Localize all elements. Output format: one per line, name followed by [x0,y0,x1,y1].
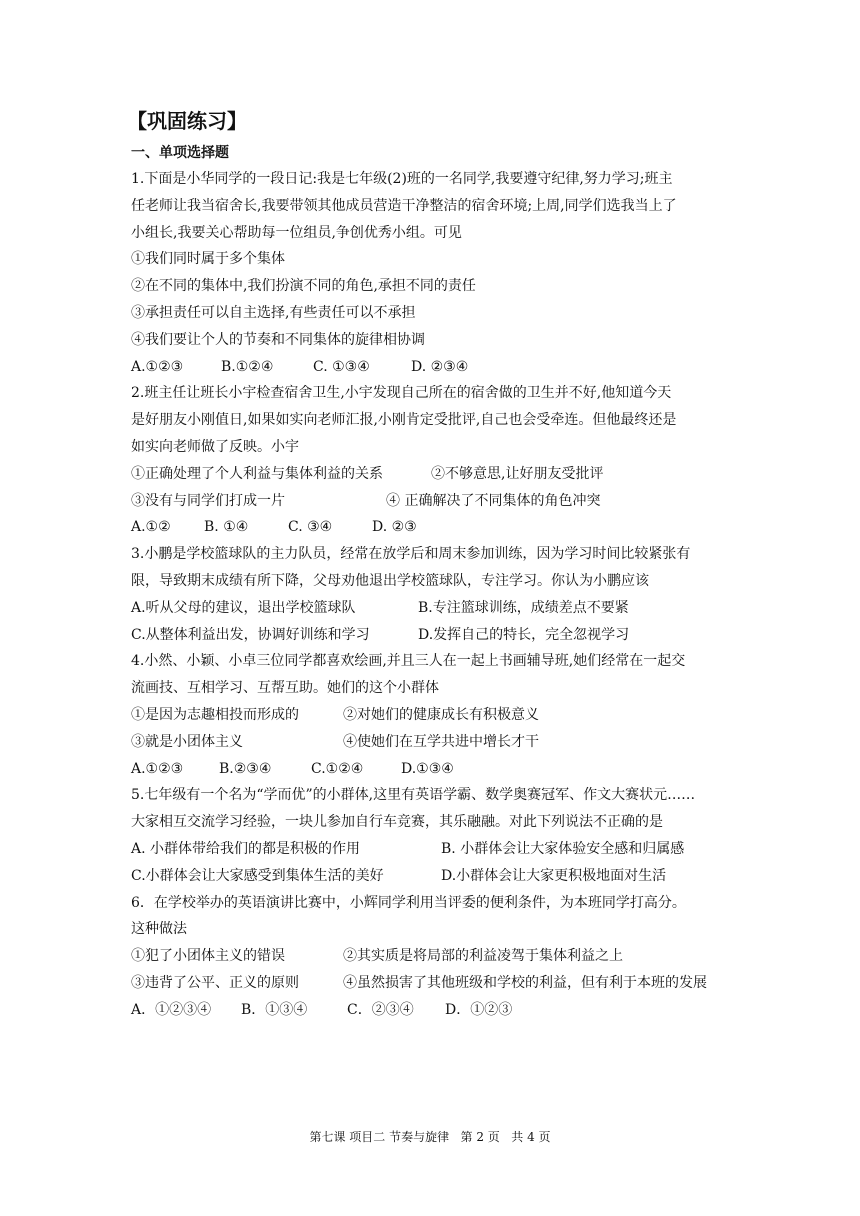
statement-row [131,729,737,756]
question-stem-line: 1.下面是小华同学的一段日记:我是七年级(2)班的一名同学,我要遵守纪律,努力学习;班主 [131,171,673,187]
statement: ①我们同时属于多个集体 [131,251,285,268]
answer-options [131,354,737,381]
option-c: C. ①③④ [313,358,370,375]
option-c: C．②③④ [347,1001,414,1018]
option-a: A.①②③ [131,760,184,777]
statement-row [131,702,737,729]
statement: ②不够意思,让好朋友受批评 [431,465,604,482]
question-3 [131,541,737,648]
statement: ①是因为志趣相投而形成的 [131,706,299,723]
question-stem-line: 2.班主任让班长小宇检查宿舍卫生,小宇发现自己所在的宿舍做的卫生并不好,他知道今天 [131,385,672,402]
question-stem-line: 这种做法 [131,921,187,938]
option-b: B.①②④ [221,358,274,375]
statement: ③违背了公平、正义的原则 [131,974,299,991]
statement: ①犯了小团体主义的错误 [131,948,285,965]
statement: ①正确处理了个人利益与集体利益的关系 [131,465,383,482]
question-stem-line: 限，导致期末成绩有所下降，父母劝他退出学校篮球队，专注学习。你认为小鹏应该 [131,572,649,589]
option-a: A. 小群体带给我们的都是积极的作用 [131,840,361,857]
statement-row [131,461,737,488]
question-5 [131,782,737,889]
option-b: B.②③④ [219,760,272,777]
option-c: C.①②④ [311,760,364,777]
section-title: 一、单项选择题 [131,145,229,161]
option-d: D.发挥自己的特长，完全忽视学习 [418,626,630,643]
answer-options [131,756,737,783]
statement: ③就是小团体主义 [131,733,243,750]
answer-options [131,514,737,541]
question-stem-line: 3.小鹏是学校篮球队的主力队员，经常在放学后和周末参加训练，因为学习时间比较紧张有 [131,546,691,563]
statement-row [131,970,737,997]
question-stem-line: 4.小然、小颖、小卓三位同学都喜欢绘画,并且三人在一起上书画辅导班,她们经常在一起交 [131,653,686,670]
option-row [131,595,737,622]
option-row [131,836,737,863]
option-d: D．①②③ [445,1001,513,1018]
exercise-heading: 【巩固练习】 [127,109,247,133]
statement: ④使她们在互学共进中增长才干 [343,733,539,750]
option-row [131,622,737,649]
option-b: B. 小群体会让大家体验安全感和归属感 [441,840,685,857]
option-a: A．①②③④ [131,1001,212,1018]
question-6 [131,890,737,1024]
question-stem-line: 流画技、互相学习、互帮互助。她们的这个小群体 [131,680,439,697]
option-d: D.小群体会让大家更积极地面对生活 [441,867,667,884]
statement: ④我们要让个人的节奏和不同集体的旋律相协调 [131,331,425,348]
statement: ③没有与同学们打成一片 [131,492,285,509]
option-b: B.专注篮球训练，成绩差点不要紧 [418,599,629,616]
option-b: B．①③④ [241,1001,308,1018]
question-1 [131,166,737,380]
question-stem-line: 小组长,我要关心帮助每一位组员,争创优秀小组。可见 [131,224,462,241]
page-footer: 第七课 项目二 节奏与旋律 第 2 页 共 4 页 [309,1130,551,1144]
statement: ②其实质是将局部的利益凌驾于集体利益之上 [343,948,623,965]
question-stem-line: 5.七年级有一个名为“学而优”的小群体,这里有英语学霸、数学奥赛冠军、作文大赛状元…… [131,787,696,804]
statement: ③承担责任可以自主选择,有些责任可以不承担 [131,304,416,321]
option-d: D. ②③ [372,519,417,536]
statement-row [131,943,737,970]
option-a: A.①②③ [131,358,184,375]
statement: ④虽然损害了其他班级和学校的利益，但有利于本班的发展 [343,974,707,991]
question-stem-line: 是好朋友小刚值日,如果如实向老师汇报,小刚肯定受批评,自己也会受牵连。但他最终还是 [131,412,677,429]
option-d: D.①③④ [401,760,454,777]
statement: ②在不同的集体中,我们扮演不同的角色,承担不同的责任 [131,278,476,295]
option-c: C.小群体会让大家感受到集体生活的美好 [131,867,384,884]
option-c: C.从整体利益出发，协调好训练和学习 [131,626,370,643]
option-d: D. ②③④ [411,358,469,375]
option-a: A.听从父母的建议，退出学校篮球队 [131,599,356,616]
question-stem-line: 6．在学校举办的英语演讲比赛中，小辉同学利用当评委的便利条件，为本班同学打高分。 [131,894,686,911]
statement: ②对她们的健康成长有积极意义 [343,706,539,723]
question-2 [131,380,737,541]
question-stem-line: 任老师让我当宿舍长,我要带领其他成员营造干净整洁的宿舍环境;上周,同学们选我当上了 [131,197,677,214]
answer-options [131,997,737,1024]
page-content [127,104,737,1024]
question-4 [131,648,737,782]
question-stem-line: 如实向老师做了反映。小宇 [131,438,299,455]
option-c: C. ③④ [288,519,333,536]
statement-row [131,488,737,515]
statement: ④ 正确解决了不同集体的角色冲突 [386,492,601,509]
option-b: B. ①④ [204,519,249,536]
option-row [131,863,737,890]
question-stem-line: 大家相互交流学习经验，一块儿参加自行车竞赛，其乐融融。对此下列说法不正确的是 [131,814,663,831]
option-a: A.①② [131,519,171,536]
